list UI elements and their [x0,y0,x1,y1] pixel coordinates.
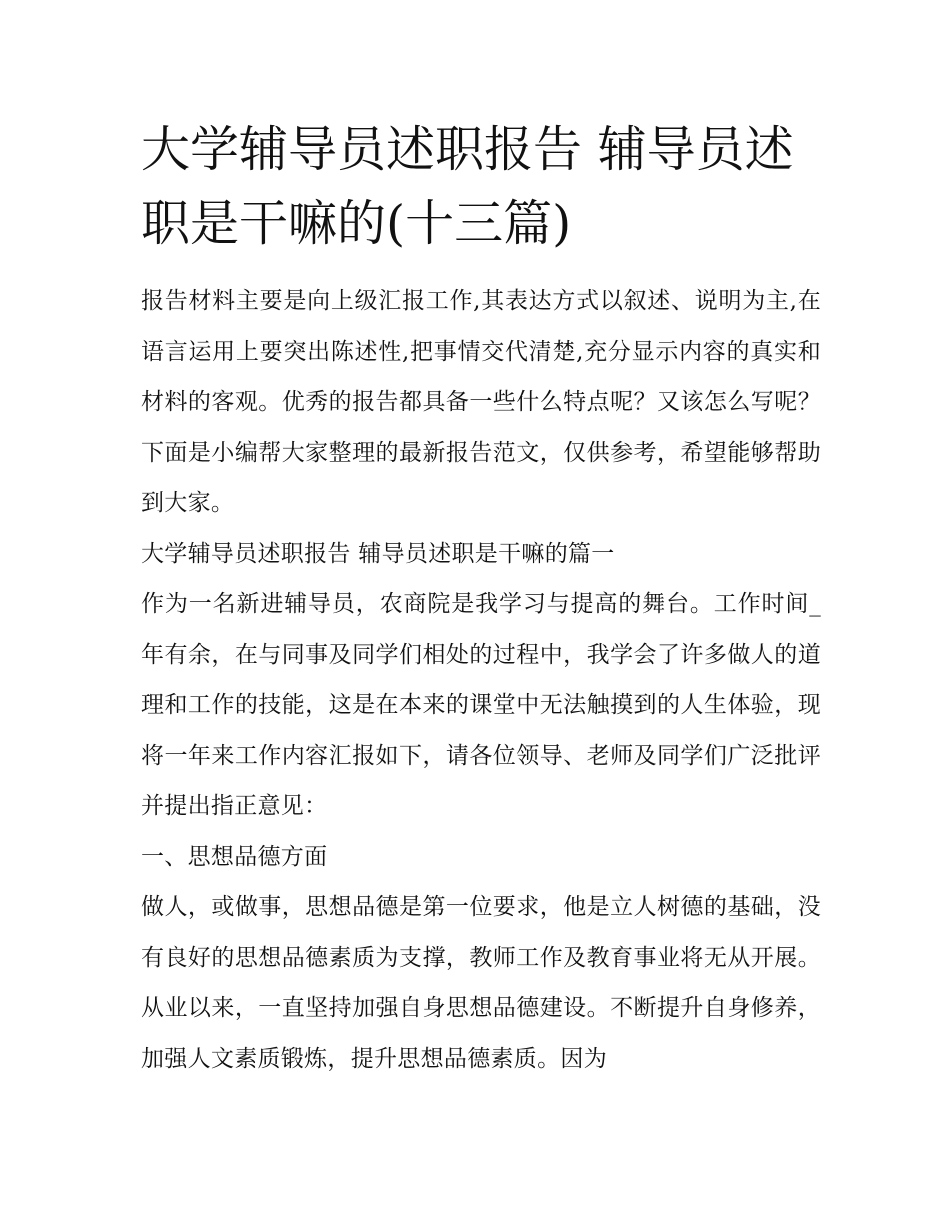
subsection-heading: 一、思想品德方面 [141,843,328,870]
document-body [141,276,821,1084]
intro-paragraph: 报告材料主要是向上级汇报工作,其表达方式以叙述、说明为主,在语言运用上要突出陈述性,把事情交代清楚,充分显示内容的真实和材料的客观。优秀的报告都具备一些什么特点呢？又该怎么写呢？下面是小编帮大家整理的最新报告范文，仅供参考，希望能够帮助到大家。 [141,288,821,516]
section-heading: 大学辅导员述职报告 辅导员述职是干嘛的篇一 [141,540,615,567]
document-title: 大学辅导员述职报告 辅导员述职是干嘛的(十三篇) [141,121,794,252]
body-paragraph: 做人，或做事，思想品德是第一位要求，他是立人树德的基础，没有良好的思想品德素质为支撑，教师工作及教育事业将无从开展。从业以来，一直坚持加强自身思想品德建设。不断提升自身修养，加强人文素质锻炼，提升思想品德素质。因为 [141,894,821,1072]
body-paragraph: 作为一名新进辅导员，农商院是我学习与提高的舞台。工作时间_年有余，在与同事及同学们相处的过程中，我学会了许多做人的道理和工作的技能，这是在本来的课堂中无法触摸到的人生体验，现将一年来工作内容汇报如下，请各位领导、老师及同学们广泛批评并提出指正意见： [141,591,821,819]
